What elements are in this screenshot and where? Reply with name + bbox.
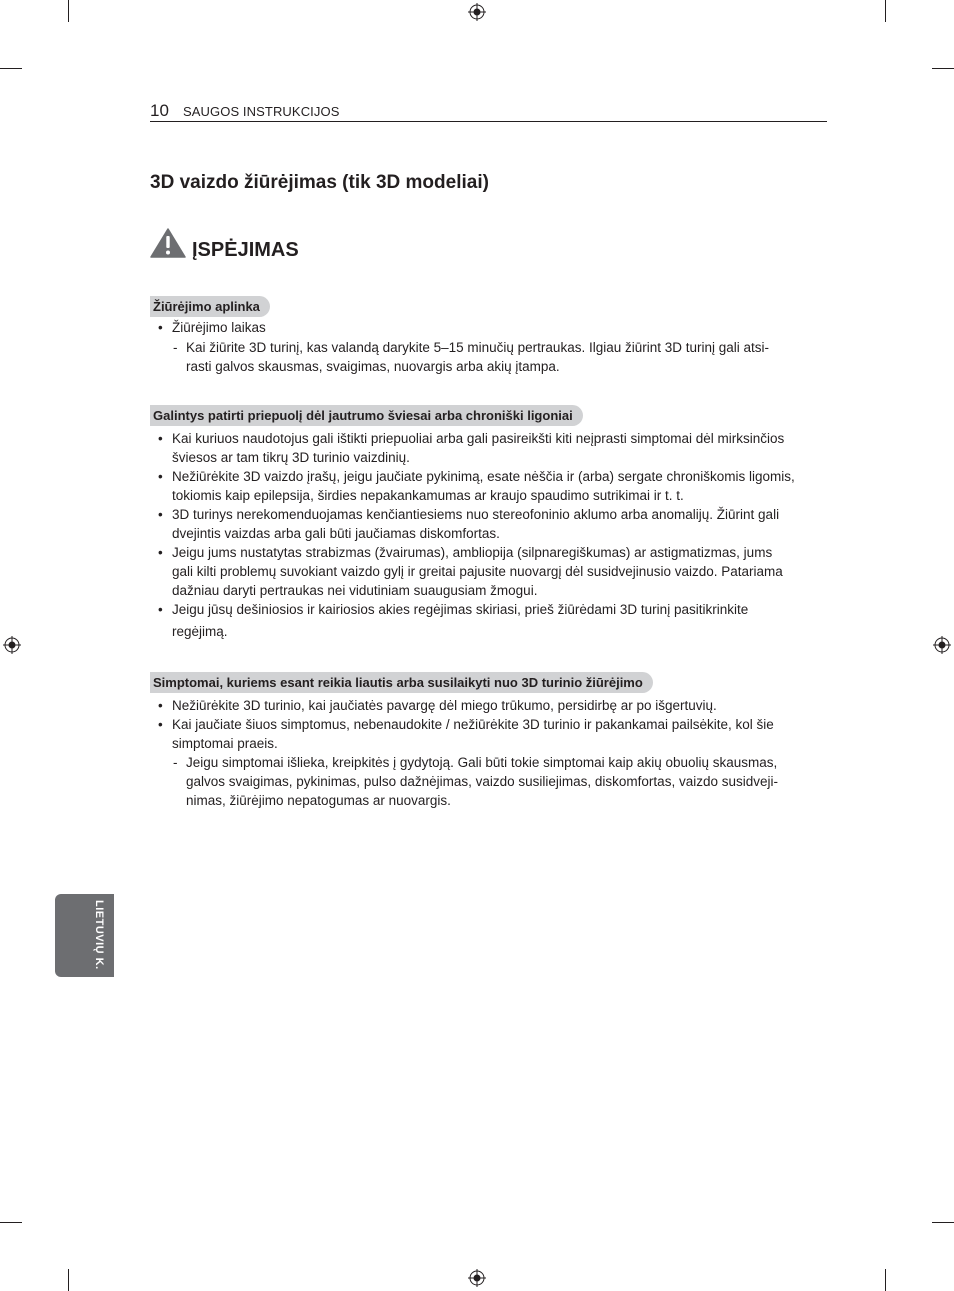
list-item: Kai kuriuos naudotojus gali ištikti priepuoliai arba gali pasireikšti kiti neįprasti simptomai dėl mirksinčios [172, 431, 785, 446]
dash-icon: - [173, 755, 178, 770]
list-item-continuation: regėjimą. [172, 624, 228, 639]
language-tab [55, 894, 114, 977]
list-item: 3D turinys nerekomenduojamas kenčiantiesiems nuo stereofoninio aklumo arba anomalijų. Žiūrint gali [172, 507, 780, 522]
list-item: Jeigu jums nustatytas strabizmas (žvairumas), ambliopija (silpnaregiškumas) ar astigmatizmas, jums [172, 545, 773, 560]
crop-mark [932, 1222, 954, 1223]
list-item-continuation: simptomai praeis. [172, 736, 278, 751]
list-item: Nežiūrėkite 3D vaizdo įrašų, jeigu jaučiate pykinimą, esate nėščia ir (arba) sergate chroniškomis ligomis, [172, 469, 795, 484]
list-item-continuation: nimas, žiūrėjimo nepatogumas ar nuovargis. [186, 793, 451, 808]
bullet-icon: • [158, 431, 163, 446]
bullet-icon: • [158, 469, 163, 484]
dash-icon: - [173, 340, 178, 355]
section-heading: Galintys patirti priepuolį dėl jautrumo šviesai arba chroniški ligoniai [150, 405, 583, 426]
crop-mark [0, 68, 22, 69]
page-number: 10 [150, 101, 169, 120]
bullet-icon: • [158, 717, 163, 732]
bullet-icon: • [158, 602, 163, 617]
list-item-continuation: šviesos ar tam tikrų 3D turinio vaizdinių. [172, 450, 410, 465]
bullet-icon: • [158, 545, 163, 560]
bullet-icon: • [158, 698, 163, 713]
list-item-continuation: galvos svaigimas, pykinimas, pulso dažnėjimas, vaizdo susiliejimas, diskomfortas, vaizdo susidveji- [186, 774, 778, 789]
bullet-icon: • [158, 320, 163, 335]
warning-triangle-icon [150, 228, 186, 258]
list-item: Jeigu simptomai išlieka, kreipkitės į gydytoją. Gali būti tokie simptomai kaip akių obuolių skausmas, [186, 755, 778, 770]
bullet-icon: • [158, 507, 163, 522]
registration-mark-icon [468, 3, 486, 21]
list-item-continuation: tokiomis kaip epilepsija, širdies nepakankamumas ar kraujo spaudimo sutrikimai ir t. t. [172, 488, 684, 503]
registration-mark-icon [3, 636, 21, 654]
crop-mark [885, 1269, 886, 1291]
list-item: Kai jaučiate šiuos simptomus, nebenaudokite / nežiūrėkite 3D turinio ir pakankamai pailsėkite, kol šie [172, 717, 774, 732]
section-name: SAUGOS INSTRUKCIJOS [183, 104, 340, 119]
crop-mark [932, 68, 954, 69]
list-item-continuation: dažniau daryti pertraukas nei vidutiniam suaugusiam žmogui. [172, 583, 538, 598]
list-item: Žiūrėjimo laikas [172, 320, 266, 335]
warning-label: ĮSPĖJIMAS [192, 239, 299, 261]
list-item: Jeigu jūsų dešiniosios ir kairiosios akies regėjimas skiriasi, prieš žiūrėdami 3D turinį pasitikrinkite [172, 602, 749, 617]
registration-mark-icon [933, 636, 951, 654]
list-item-continuation: dvejintis vaizdas arba gali būti jaučiamas diskomfortas. [172, 526, 500, 541]
list-item-continuation: gali kilti problemų suvokiant vaizdo gylį ir greitai pajusite nuovargį dėl susidvejinusio vaizdo. Patariama [172, 564, 783, 579]
registration-mark-icon [468, 1269, 486, 1287]
language-tab-label: LIETUVIŲ K. [93, 900, 105, 970]
list-item-continuation: rasti galvos skausmas, svaigimas, nuovargis arba akių įtampa. [186, 359, 560, 374]
crop-mark [0, 1222, 22, 1223]
crop-mark [885, 0, 886, 22]
crop-mark [68, 1269, 69, 1291]
section-heading: Žiūrėjimo aplinka [150, 296, 270, 317]
page-title: 3D vaizdo žiūrėjimas (tik 3D modeliai) [150, 172, 489, 193]
page-header [150, 101, 827, 122]
crop-mark [68, 0, 69, 22]
list-item: Kai žiūrite 3D turinį, kas valandą darykite 5–15 minučių pertraukas. Ilgiau žiūrint 3D turinį gali atsi- [186, 340, 770, 355]
section-heading: Simptomai, kuriems esant reikia liautis arba susilaikyti nuo 3D turinio žiūrėjimo [150, 672, 653, 693]
list-item: Nežiūrėkite 3D turinio, kai jaučiatės pavargę dėl miego trūkumo, persidirbę ar po išgertuvių. [172, 698, 717, 713]
